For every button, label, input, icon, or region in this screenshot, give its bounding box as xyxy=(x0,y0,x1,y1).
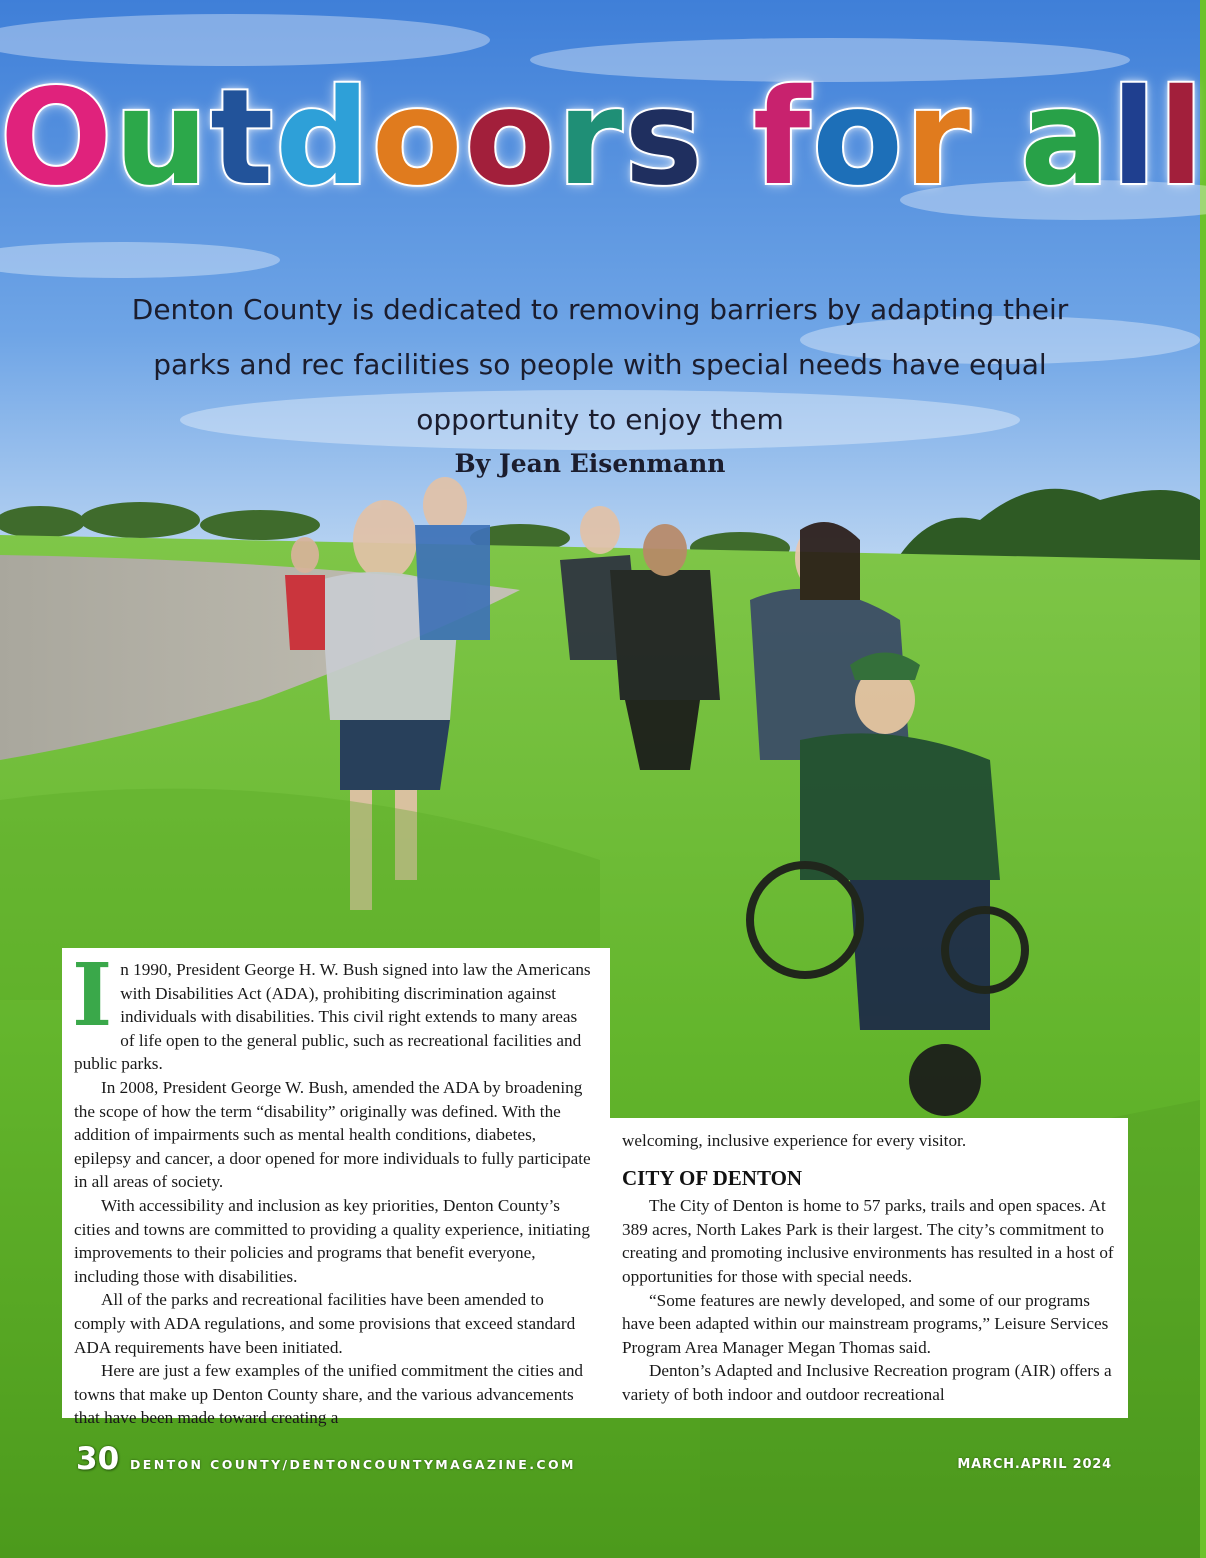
paragraph: Denton’s Adapted and Inclusive Recreation program (AIR) offers a variety of both indoor and outdoor recreational xyxy=(622,1361,1112,1404)
left-column xyxy=(72,945,594,1430)
title-letter: o xyxy=(812,61,905,215)
article-subtitle: Denton County is dedicated to removing barriers by adapting their parks and rec facilities so people with special needs have equal opportunity to enjoy them xyxy=(131,293,1069,436)
title-letter xyxy=(705,61,753,215)
title-letter: o xyxy=(371,61,465,215)
title-letter: r xyxy=(557,61,625,215)
title-letter: l xyxy=(1158,61,1206,215)
title-letter: o xyxy=(464,61,558,215)
paragraph: The City of Denton is home to 57 parks, trails and open spaces. At 389 acres, North Lakes Park is their largest. The city’s commitment to creating and promoting inclusive environments has resulted in a host of opportunities for those with special needs. xyxy=(622,1196,1114,1286)
title-letter xyxy=(972,61,1020,215)
paragraph: In 2008, President George W. Bush, amended the ADA by broadening the scope of how the term “disability” originally was defined. With the addition of impairments such as mental health conditions, diabetes, epilepsy and cancer, a door opened for more individuals to fully participate in all areas of society. xyxy=(74,1077,591,1192)
article-title xyxy=(0,61,1206,215)
title-letter: f xyxy=(752,61,813,215)
title-letter: a xyxy=(1020,61,1112,215)
paragraph: welcoming, inclusive experience for every visitor. xyxy=(622,1131,967,1150)
title-letter: O xyxy=(0,61,115,215)
paragraph: “Some features are newly developed, and some of our programs have been adapted within our mainstream programs,” Leisure Services Program Area Manager Megan Thomas said. xyxy=(622,1290,1109,1357)
page-number: 30 xyxy=(76,1441,120,1477)
title-letter: d xyxy=(275,61,372,215)
title-letter: r xyxy=(904,61,973,215)
title-letter: t xyxy=(210,61,276,215)
paragraph: With accessibility and inclusion as key priorities, Denton County’s cities and towns are committed to providing a quality experience, initiating improvements to their policies and programs that benefit everyone, including those with disabilities. xyxy=(74,1195,590,1286)
byline: By Jean Eisenmann xyxy=(454,449,726,478)
title-letter: l xyxy=(1111,61,1159,215)
paragraph: Here are just a few examples of the unified commitment the cities and towns that make up Denton County share, and the various advancements that have been made toward creating a xyxy=(74,1361,584,1428)
paragraph: n 1990, President George H. W. Bush signed into law the Americans with Disabilities Act (ADA), prohibiting discrimination against individuals with disabilities. This civil right extends to many areas of life open to the general public, such as recreational facilities and public parks. xyxy=(74,960,591,1074)
drop-cap: I xyxy=(72,945,113,1046)
right-column xyxy=(622,1129,1116,1407)
title-letter: s xyxy=(624,61,705,215)
paragraph: All of the parks and recreational facilities have been amended to comply with ADA regulations, and some provisions that exceed standard ADA requirements have been initiated. xyxy=(74,1290,576,1357)
magazine-name: DENTON COUNTY/DENTONCOUNTYMAGAZINE.COM xyxy=(130,1457,576,1472)
section-heading: CITY OF DENTON xyxy=(622,1165,803,1190)
issue-date: MARCH.APRIL 2024 xyxy=(957,1457,1112,1472)
title-letter: u xyxy=(114,61,211,215)
